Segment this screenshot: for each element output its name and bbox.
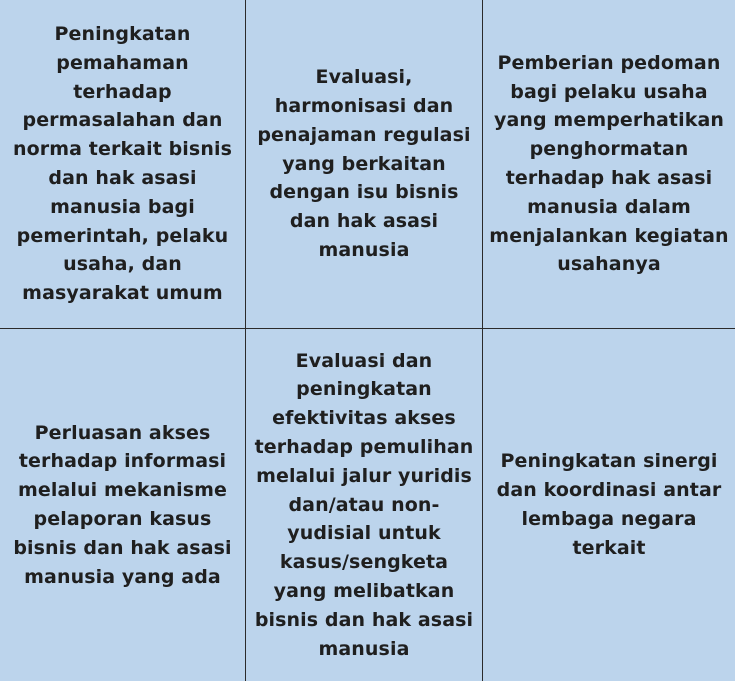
table-cell-r2-c2 xyxy=(246,329,482,681)
table-cell-r2-c1 xyxy=(0,329,245,681)
table-cell-r1-c3 xyxy=(483,0,735,328)
cell-text: Evaluasi dan peningkatan efektivitas akses terhadap pemulihan melalui jalur yuridis dan/atau non- yudisial untuk kasus/sengketa yang melibatkan bisnis dan hak asasi manusia xyxy=(254,349,474,660)
row-divider xyxy=(0,328,735,329)
cell-text: Evaluasi, harmonisasi dan penajaman regulasi yang berkaitan dengan isu bisnis dan hak asasi manusia xyxy=(257,66,471,261)
cell-text: Peningkatan sinergi dan koordinasi antar lembaga negara terkait xyxy=(496,450,722,559)
cell-text: Peningkatan pemahaman terhadap permasalahan dan norma terkait bisnis dan hak asasi manusia bagi pemerintah, pelaku usaha, dan masyarakat umum xyxy=(13,23,232,305)
table-cell-r1-c2 xyxy=(246,0,482,328)
table-cell-r1-c1 xyxy=(0,0,245,328)
cell-text: Perluasan akses terhadap informasi melalui mekanisme pelaporan kasus bisnis dan hak asasi manusia yang ada xyxy=(13,421,232,588)
column-divider-1 xyxy=(245,0,246,681)
cell-text: Pemberian pedoman bagi pelaku usaha yang memperhatikan penghormatan terhadap hak asasi manusia dalam menjalankan kegiatan usahanya xyxy=(489,51,729,276)
table-cell-r2-c3 xyxy=(483,329,735,681)
column-divider-2 xyxy=(482,0,483,681)
